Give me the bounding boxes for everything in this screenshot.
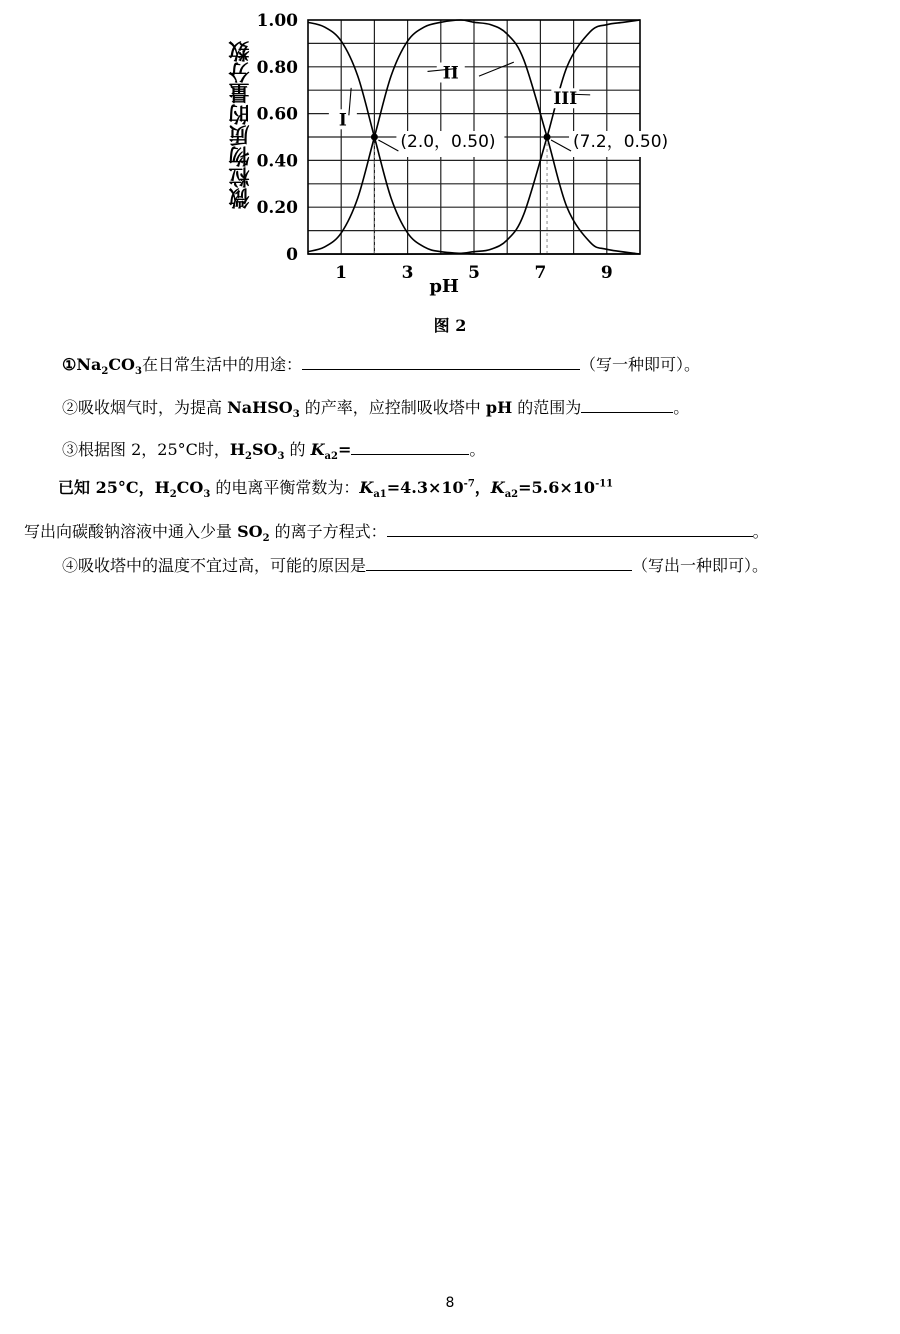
y-tick-label: 0.80 — [256, 57, 298, 78]
q1-answer-blank[interactable] — [302, 353, 580, 370]
annotation-leader — [378, 140, 398, 151]
q4-answer-blank[interactable] — [366, 554, 632, 571]
y-tick-label: 0.40 — [256, 151, 298, 172]
series-label-II: II — [442, 63, 459, 84]
known-constants: 已知 25°C，$H_2CO_3$ 的电离平衡常数为：$K_{a1}=4.3\times 10^{-7}$，$K_{a2}=5.6\times 10^{-11}$ — [58, 478, 614, 501]
equation-answer-blank[interactable] — [387, 520, 753, 537]
figure-caption: 图 2 — [433, 316, 467, 335]
x-axis-label: pH — [429, 276, 459, 297]
q3-answer-blank[interactable] — [351, 438, 469, 455]
question-ionic-equation: 写出向碳酸钠溶液中通入少量 $SO_2$ 的离子方程式： 。 — [24, 522, 769, 545]
question-1: $①Na_2CO_3$在日常生活中的用途： （写一种即可）。 — [62, 355, 700, 378]
q2-answer-blank[interactable] — [581, 396, 673, 413]
series-label-I: I — [338, 110, 347, 131]
y-tick-label: 1.00 — [256, 11, 298, 31]
question-4: ④吸收塔中的温度不宜过高，可能的原因是 （写出一种即可）。 — [62, 556, 769, 575]
q1-marker: ① — [62, 355, 77, 374]
annotation-leader — [551, 140, 571, 151]
x-tick-label: 7 — [534, 263, 547, 283]
chart-svg — [0, 0, 900, 310]
page-number: 8 — [445, 1295, 455, 1311]
question-2: ②吸收烟气时，为提高 NaHSO$_3$ 的产率，应控制吸收塔中 pH 的范围为 。 — [62, 398, 690, 421]
y-tick-label: 0.60 — [256, 104, 298, 125]
x-tick-label: 9 — [600, 263, 613, 283]
annotation-point — [544, 134, 551, 141]
annotation-point — [371, 134, 378, 141]
distribution-chart — [0, 0, 900, 310]
series-label-III: III — [553, 89, 578, 110]
y-axis-label: 微粒物质的量分数 — [228, 41, 252, 209]
annotation-label: (2.0，0.50) — [400, 132, 496, 152]
y-tick-label: 0.20 — [256, 198, 298, 219]
question-3: ③根据图 2，25°C时，$H_2SO_3$ 的 $K_{a2}=$ 。 — [62, 440, 486, 463]
label-leader — [479, 62, 514, 76]
y-tick-label: 0 — [286, 245, 298, 265]
x-tick-label: 3 — [401, 263, 414, 283]
annotation-label: (7.2，0.50) — [573, 132, 669, 152]
x-tick-label: 1 — [335, 263, 348, 283]
x-tick-label: 5 — [468, 263, 480, 283]
